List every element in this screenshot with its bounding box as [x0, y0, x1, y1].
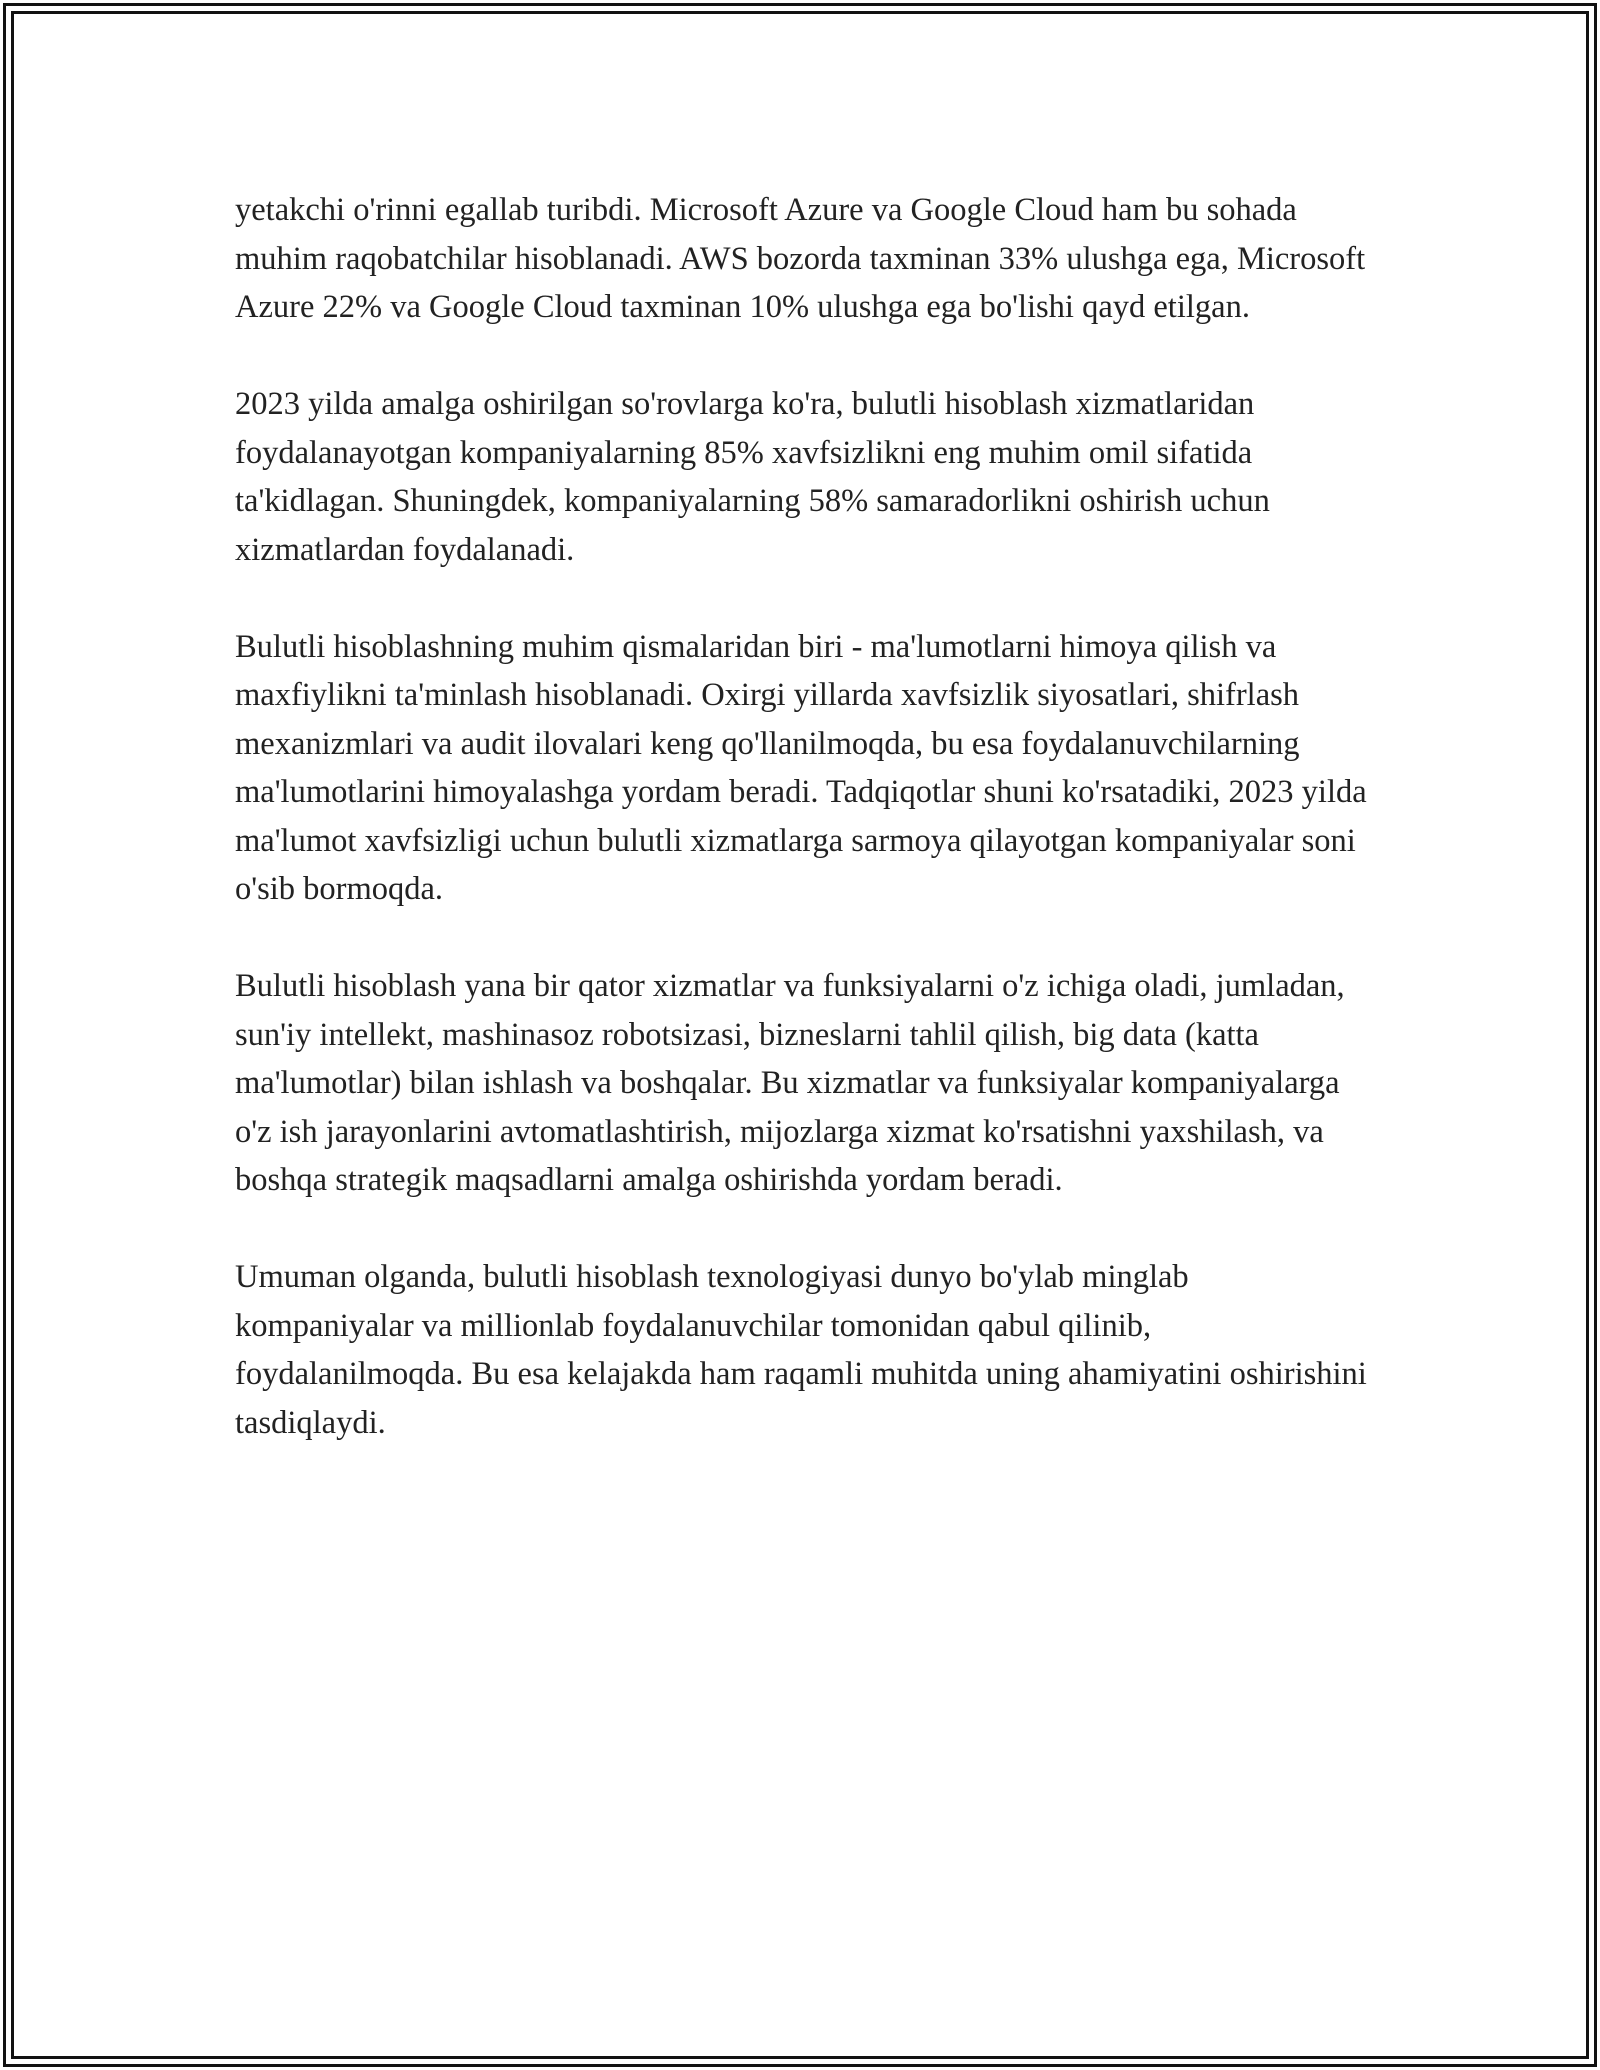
paragraph-market-share: yetakchi o'rinni egallab turibdi. Microsoft Azure va Google Cloud ham bu sohada muhim raqobatchilar hisoblanadi. AWS bozorda taxminan 33% ulushga ega, Microsoft Azure 22% va Google Cloud taxminan 10% ulushga ega bo'lishi qayd etilgan. [235, 192, 1366, 325]
document-body [235, 186, 1375, 1496]
paragraph-data-security: Bulutli hisoblashning muhim qismalaridan biri - ma'lumotlarni himoya qilish va maxfiylikni ta'minlash hisoblanadi. Oxirgi yillarda xavfsizlik siyosatlari, shifrlash mexanizmlari va audit ilovalari keng qo'llanilmoqda, bu esa foydalanuvchilarning ma'lumotlarini himoyalashga yordam beradi. Tadqiqotlar shuni ko'rsatadiki, 2023 yilda ma'lumot xavfsizligi uchun bulutli xizmatlarga sarmoya qilayotgan kompaniyalar soni o'sib bormoqda. [235, 628, 1367, 907]
paragraph-survey-2023: 2023 yilda amalga oshirilgan so'rovlarga ko'ra, bulutli hisoblash xizmatlaridan foydalanayotgan kompaniyalarning 85% xavfsizlikni eng muhim omil sifatida ta'kidlagan. Shuningdek, kompaniyalarning 58% samaradorlikni oshirish uchun xizmatlardan foydalanadi. [235, 386, 1270, 568]
paragraph-services: Bulutli hisoblash yana bir qator xizmatlar va funksiyalarni o'z ichiga oladi, jumladan, sun'iy intellekt, mashinasoz robotsizasi, bizneslarni tahlil qilish, big data (katta ma'lumotlar) bilan ishlash va boshqalar. Bu xizmatlar va funksiyalar kompaniyalarga o'z ish jarayonlarini avtomatlashtirish, mijozlarga xizmat ko'rsatishni yaxshilash, va boshqa strategik maqsadlarni amalga oshirishda yordam beradi. [235, 968, 1345, 1198]
paragraph-conclusion: Umuman olganda, bulutli hisoblash texnologiyasi dunyo bo'ylab minglab kompaniyalar va millionlab foydalanuvchilar tomonidan qabul qilinib, foydalanilmoqda. Bu esa kelajakda ham raqamli muhitda uning ahamiyatini oshirishini tasdiqlaydi. [235, 1259, 1367, 1441]
